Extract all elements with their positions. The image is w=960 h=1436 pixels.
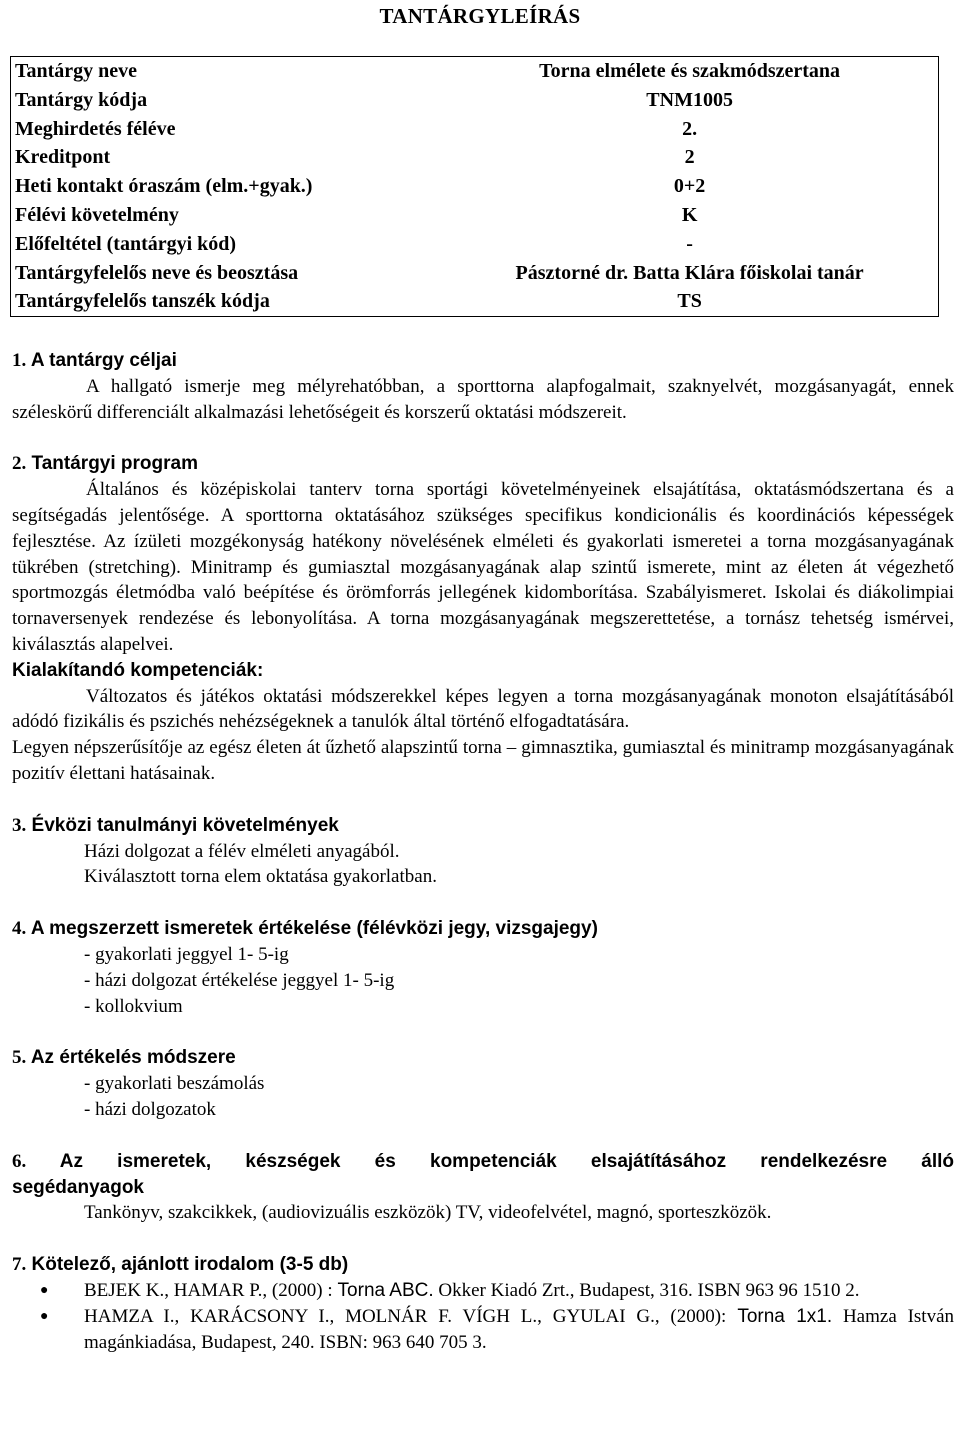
section-4-line: - házi dolgozat értékelése jeggyel 1- 5-ig [84,969,395,991]
competence-text-2: Legyen népszerűsítője az egész életen át űzhető alapszintű torna – gimnasztika, gumiasztal és minitramp mozgásanyagának pozitív élettani hatásainak. [12,737,954,784]
section-2-text: Általános és középiskolai tanterv torna sportági követelményeinek elsajátítása, oktatásmódszertana és a segítségadás jelentősége. A sporttorna oktatásához szükséges specifikus kondicionális és koordinációs képességek fejlesztése. Az ízületi mozgékonyság hatékony növelésének elméleti és gyakorlati ismeretei a torna mozgásanyagának tükrében (stretching). Minitramp és gumiasztal mozgásanyagának alap szintű ismerete, mint az életen át végezhető sportmozgás életmódba való beépítése és örömforrás jellegének kidomborítása. Szabályismeret. Iskolai és diákolimpiai tornaversenyek rendezése és lebonyolítása. A torna mozgásanyagának megszerettetése, a tornász tehetség ismérvei, kiválasztás alapelvei. [12,479,954,655]
info-label: Félévi követelmény [15,203,179,226]
section-5-heading: 5. Az értékelés módszere [12,1047,236,1069]
competence-heading: Kialakítandó kompetenciák: [12,659,264,681]
info-row [11,172,939,201]
info-label: Tantárgy neve [15,60,138,82]
section-6-heading-cont: segédanyagok [12,1176,144,1198]
info-row [11,86,939,115]
info-row [11,115,939,144]
reference-item: ● HAMZA I., KARÁCSONY I., MOLNÁR F. VÍGH L., GYULAI G., (2000): Torna 1x1. Hamza István magánkiadása, Budapest, 240. ISBN: 963 640 705 3. [40,1305,955,1353]
section-4-line: - gyakorlati jeggyel 1- 5-ig [84,943,289,965]
bullet-icon: ● [40,1282,49,1298]
section-3-line: Házi dolgozat a félév elméleti anyagából. [84,840,400,862]
info-row [11,259,939,288]
reference-item: ● BEJEK K., HAMAR P., (2000) : Torna ABC. Okker Kiadó Zrt., Budapest, 316. ISBN 963 96 1510 2. [12,1278,954,1304]
info-label: Tantárgy kódja [15,88,148,111]
info-value: 2 [684,146,695,169]
info-label: Tantárgyfelelős neve és beosztása [15,261,299,284]
info-value: Torna elmélete és szakmódszertana [539,60,841,82]
info-row [11,230,939,259]
info-label: Előfeltétel (tantárgyi kód) [15,232,237,255]
info-value: TNM1005 [646,88,733,111]
section-7-heading: 7. Kötelező, ajánlott irodalom (3-5 db) [12,1254,349,1276]
section-4-heading: 4. A megszerzett ismeretek értékelése (félévközi jegy, vizsgajegy) [12,918,598,940]
section-4-line: - kollokvium [84,995,183,1017]
reference-list [12,1278,954,1355]
section-1-text: A hallgató ismerje meg mélyrehatóbban, a sporttorna alapfogalmait, szaknyelvét, mozgásanyagát, ennek széleskörű differenciált alkalmazási lehetőségeit és korszerű oktatási módszereit. [12,375,954,423]
section-6-text: Tankönyv, szakcikkek, (audiovizuális eszközök) TV, videofelvétel, magnó, sporteszközök. [84,1202,772,1224]
section-5-line: - házi dolgozatok [84,1098,216,1120]
info-label: Meghirdetés féléve [15,117,176,140]
section-5-line: - gyakorlati beszámolás [84,1073,265,1095]
info-row [11,201,939,230]
competence-text-1: Változatos és játékos oktatási módszerekkel képes legyen a torna mozgásanyagának monoton elsajátításából adódó fizikális és pszichés nehézségeknek a tanulók által történő elfogadtatására. [12,685,954,733]
document-title: TANTÁRGYLEÍRÁS [379,4,581,28]
section-1-heading: 1. A tantárgy céljai [12,350,177,371]
info-value: K [681,203,698,226]
info-value: - [686,232,693,255]
course-info-table [10,56,939,317]
info-row [11,57,939,86]
section-3-line: Kiválasztott torna elem oktatása gyakorlatban. [84,866,437,888]
info-label: Tantárgyfelelős tanszék kódja [15,290,270,313]
section-3-heading: 3. Évközi tanulmányi követelmények [12,814,339,836]
info-value: 0+2 [673,175,706,198]
section-6-heading: 6. Az ismeretek, készségek és kompetenciák elsajátításához rendelkezésre álló [12,1150,954,1172]
bullet-icon: ● [40,1308,49,1324]
info-value: 2. [682,117,698,140]
info-label: Heti kontakt óraszám (elm.+gyak.) [15,175,313,198]
document-body [12,348,954,1355]
info-value: TS [677,290,702,313]
info-label: Kreditpont [15,146,111,169]
info-row [11,287,939,316]
info-row [11,143,939,172]
section-2-heading: 2. Tantárgyi program [12,453,198,475]
info-value: Pásztorné dr. Batta Klára főiskolai tanár [515,261,864,284]
